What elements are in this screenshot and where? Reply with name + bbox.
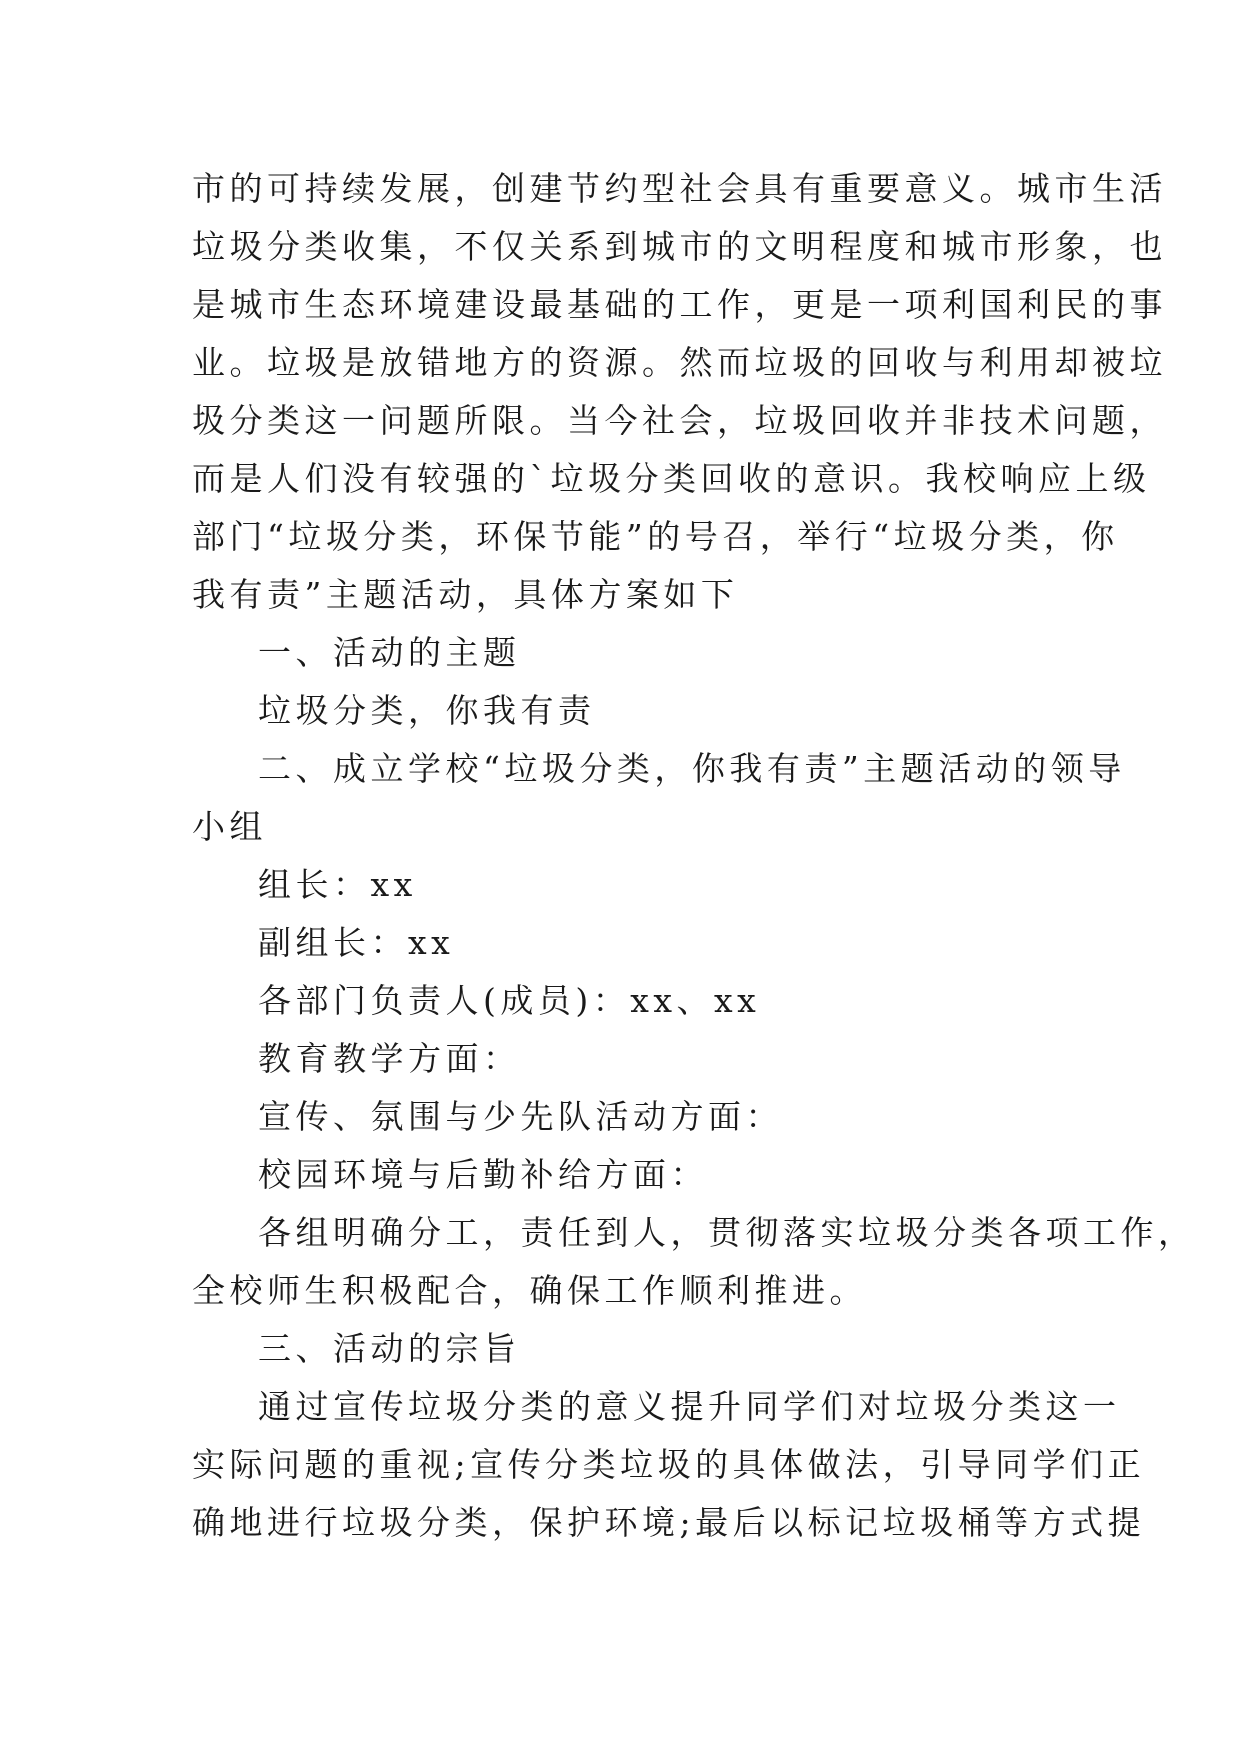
body-text-line: 通过宣传垃圾分类的意义提升同学们对垃圾分类这一: [258, 1387, 1121, 1426]
body-text-line: 市的可持续发展，创建节约型社会具有重要意义。城市生活: [192, 169, 1167, 208]
body-text-line: 宣传、氛围与少先队活动方面：: [258, 1097, 783, 1136]
body-text-line: 全校师生积极配合，确保工作顺利推进。: [192, 1271, 867, 1310]
section-heading: 二、成立学校“垃圾分类，你我有责”主题活动的领导: [258, 749, 1126, 788]
section-heading: 三、活动的宗旨: [258, 1329, 521, 1368]
body-text-line: 校园环境与后勤补给方面：: [258, 1155, 708, 1194]
body-text-line: 我有责”主题活动，具体方案如下: [192, 575, 739, 614]
body-text-line: 部门“垃圾分类，环保节能”的号召，举行“垃圾分类，你: [192, 517, 1119, 556]
body-text-line: 圾分类这一问题所限。当今社会，垃圾回收并非技术问题，: [192, 401, 1167, 440]
body-text-line: 教育教学方面：: [258, 1039, 521, 1078]
body-text-line: 垃圾分类，你我有责: [258, 691, 596, 730]
section-heading-continuation: 小组: [192, 807, 267, 846]
body-text-line: 副组长：xx: [258, 923, 455, 962]
body-text-line: 业。垃圾是放错地方的资源。然而垃圾的回收与利用却被垃: [192, 343, 1167, 382]
body-text-line: 确地进行垃圾分类，保护环境;最后以标记垃圾桶等方式提: [192, 1503, 1146, 1542]
body-text-line: 而是人们没有较强的`垃圾分类回收的意识。我校响应上级: [192, 459, 1151, 498]
body-text-line: 组长：xx: [258, 865, 417, 904]
body-text-line: 垃圾分类收集，不仅关系到城市的文明程度和城市形象，也: [192, 227, 1167, 266]
body-text-line: 各组明确分工，责任到人，贯彻落实垃圾分类各项工作，: [258, 1213, 1196, 1252]
section-heading: 一、活动的主题: [258, 633, 521, 672]
body-text-line: 实际问题的重视;宣传分类垃圾的具体做法，引导同学们正: [192, 1445, 1146, 1484]
body-text-line: 是城市生态环境建设最基础的工作，更是一项利国利民的事: [192, 285, 1167, 324]
body-text-line: 各部门负责人(成员)：xx、xx: [258, 981, 761, 1020]
